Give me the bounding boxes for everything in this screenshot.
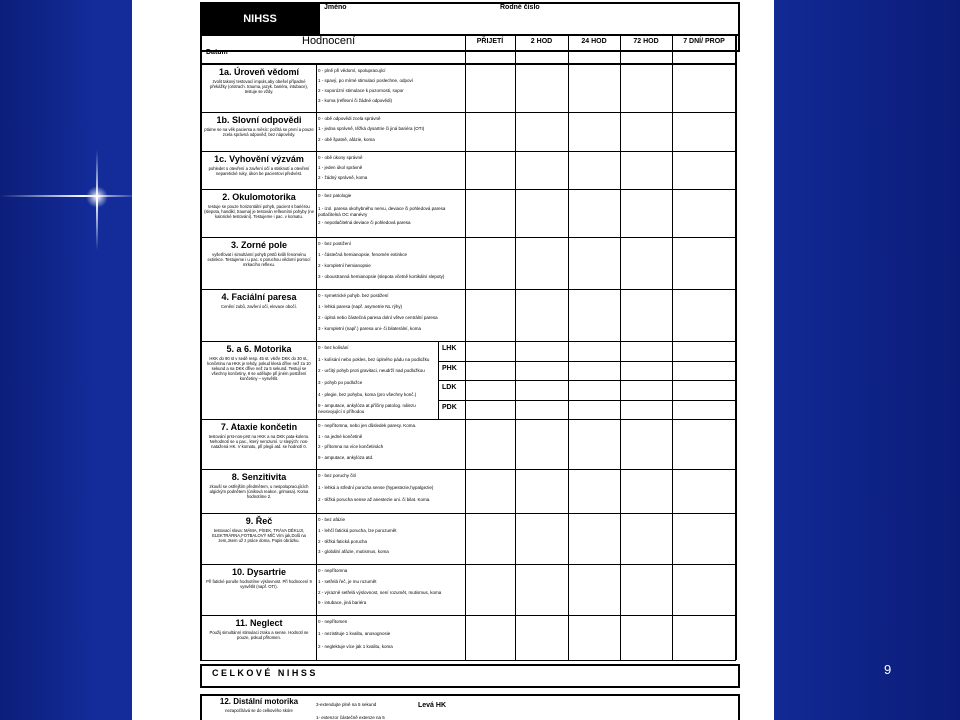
item-option: 3 - oboustranná hemianopsie (slepota včetně kortikální slepoty) (318, 274, 445, 279)
sparkle-decoration (0, 150, 140, 250)
item-description: ptáme se na věk pacienta a měsíc: počítá se první a pouze zcela správná odpověď, bez nápovědy. (204, 127, 314, 137)
item-title: 1c. Vyhovění výzvám (214, 154, 304, 164)
item-option: 0 - nepřítomen (318, 619, 348, 624)
item-option: 9 - intubace, jiná bariéra (318, 600, 367, 606)
grid-line (200, 513, 736, 514)
item-description: testování prst-nos-prst na HKK a na DKK pata-koleno. Nehodnotí se u pac., který nerozumí. U slepých: nos-natažená HK. V komatu, při plegii atd. se hodnotí 0. (208, 434, 310, 449)
item-option: 2 - přítomna na více končetinách (318, 444, 384, 449)
grid-line (568, 34, 569, 660)
item-option: 1 - kolísání nebo pokles, bez úplného pádu na podložku (318, 356, 430, 362)
item-option: 0 - plně při vědomí, spolupracující (318, 68, 386, 73)
grid-line (200, 564, 736, 565)
item-option: 2 - kompletní hemianopsie (318, 263, 371, 268)
item-option: 1 - částečná hemianopsie, fenomén extinkce (318, 252, 408, 257)
item-option: 2 - nepotlačitelná deviace či pohledová paresa (318, 219, 411, 225)
item-option: 0 - nepřítomna, nebo jen důsledek paresy. Koma. (318, 423, 417, 428)
evaluation-label: Hodnocení (302, 35, 356, 47)
item-option: 0 - bez poruchy čití (318, 473, 357, 478)
grid-line (438, 380, 736, 381)
item12-option: 3-extendujte plně na 5 sekund (316, 702, 377, 707)
item-option: 0 - bez postižení (318, 241, 352, 246)
item-option: 1 - spavý, po mírné stimulaci poslechne, odpoví (318, 78, 414, 83)
item-option: 1 - lehčí fatická porucha, lze porozumět (318, 527, 397, 533)
grid-line (200, 237, 736, 238)
nihss-label: NIHSS (200, 2, 320, 36)
item-option: 2 - obě špatně, afázie, koma (318, 136, 375, 142)
item-description: pohledet o otevření a zavření očí a stisknutí a otevření neparetické ruky, úkon be pacientovi předvést. (208, 166, 310, 176)
grid-line (200, 64, 736, 65)
column-header: 7 DNÍ/ PROP (683, 38, 725, 45)
item-title: 1b. Slovní odpovědi (216, 115, 302, 125)
grid-line (200, 189, 736, 190)
item-title: 8. Senzitivita (231, 472, 287, 482)
item-option: 2 - výrazně setřelá výslovnost, není rozumět, mutismus, koma (318, 589, 442, 595)
item-description: Při fatické poruše hodnotíme výslovnost. Při hodnocení 9 vysvětlit (např. OTI). (206, 579, 312, 589)
item-option: 3 - koma (reflexní či žádné odpovědi) (318, 98, 393, 103)
item-option: 1 - izol. paresa okohybného nervu, deviace či pohledová paresa potlačitelná OC manévry (318, 206, 446, 217)
item-option: 0 - bez patologie (318, 193, 352, 198)
grid-line (200, 112, 736, 113)
grid-line (438, 361, 736, 362)
item12-title: 12. Distální motorika (219, 697, 299, 706)
date-label: Datum (206, 49, 228, 56)
grid-line (200, 660, 736, 661)
item-option: 9 - amputace, ankylóza at.příčiny patolog. nálezu neosvojující s příhodou (318, 403, 416, 414)
item-title: 11. Neglect (235, 618, 283, 628)
item-title: 3. Zorné pole (230, 240, 287, 250)
grid-line (515, 34, 516, 660)
item-description: vyšetřovat i simultánní pohyb prstů kvůli fenoménu extinkce. Testujeme i u pac. s poruchou vědomí pomocí mrkacího reflexu. (207, 252, 311, 267)
item-option: 1 - setřelá řeč, je mu rozumět (318, 578, 377, 584)
item-title: 2. Okulomotorika (222, 192, 296, 202)
item-option: 4 - plegie, bez pohybu, koma (pro všechny konč.) (318, 391, 417, 397)
item12-desc: nezapočítává se do celkového skóre (225, 708, 293, 713)
grid-line (438, 341, 439, 419)
document-page (132, 0, 774, 720)
grid-line (735, 34, 737, 660)
grid-line (316, 64, 317, 660)
item-title: 7. Ataxie končetin (220, 422, 298, 432)
id-label: Rodné číslo (500, 4, 540, 11)
item-option: 0 - obě úkony správně (318, 155, 363, 160)
grid-line (200, 151, 736, 152)
item-option: 0 - symetrické pohyb. bez postižení (318, 293, 389, 298)
item-description: zkouší se ostřejším předmětem, u nespolupracujících algickým podnětem (úniková reakce, grimasa). Koma hodnotíme 2. (209, 484, 309, 499)
page-number: 9 (884, 662, 892, 677)
item-description: zvolit takový testovací impuls,aby obešel případné překážky (orotrach. trauma, jazyk. bariéra, intubace), testuje se vždy. (210, 79, 308, 94)
item-option: 9 - amputace, ankylóza atd. (318, 454, 374, 460)
column-header: PŘIJETÍ (476, 38, 504, 45)
item-option: 2 - těžká fatická porucha (318, 538, 368, 544)
column-header: 72 HOD (633, 38, 659, 45)
column-header: 2 HOD (530, 38, 553, 45)
item12-side: Levá HK (418, 702, 447, 709)
item-option: 2 - neglektuje více jak 1 kvalitu, koma (318, 643, 393, 649)
name-label: Jméno (324, 4, 347, 11)
item12-option: 1- extenzor částečně extenze na 5 (316, 715, 385, 720)
grid-line (438, 400, 736, 401)
item-title: 1a. Úroveň vědomí (218, 67, 300, 77)
item-title: 5. a 6. Motorika (226, 344, 292, 354)
item-title: 4. Faciální paresa (221, 292, 297, 302)
item-option: 1 - lehká paresa (např. asymetrie NL rýhy) (318, 304, 403, 309)
item-option: 1 - na jedné končetině (318, 433, 363, 439)
grid-line (200, 289, 736, 290)
item-option: 1 - lehká a střední porucha sense (hypestezie,hypalgezie) (318, 485, 434, 490)
grid-line (672, 34, 673, 660)
item-option: 1 - nezistituje 1 kvalitu, anosognosie (318, 631, 391, 637)
item-option: 2 - úplná nebo částečná paresa dolní větve centrální paresa (318, 315, 438, 320)
limb-label: PDK (442, 403, 457, 411)
item-description: testovací slova: MÁMA, PÍSEK, TRÁVA DĚKUJI, ELEKTRÁRNA,FOTBALOVÝ MÍČ Vím jak,Dolů na zem,Jsem už z práce doma. Popis obrázku. (212, 528, 306, 543)
grid-line (200, 48, 202, 660)
item-option: 1 - jedna správně, těžká dysartrie či jiná bariéra (OTI) (318, 126, 425, 132)
item-description: Cenění zubů, zavření očí, elevace obočí. (221, 304, 297, 309)
item-option: 0 - bez afázie (318, 517, 346, 522)
grid-line (200, 341, 736, 342)
grid-line (200, 419, 736, 420)
item-option: 0 - nepřítomna (318, 568, 348, 573)
grid-line (200, 615, 736, 616)
item-option: 1 - jeden úkol správně (318, 165, 363, 170)
item-option: 3 - globální afázie, mutismus, koma (318, 549, 389, 555)
item-title: 9. Řeč (245, 516, 273, 526)
item-title: 10. Dysartrie (231, 567, 287, 577)
limb-label: LHK (442, 345, 457, 352)
grid-line (620, 34, 621, 660)
item-option: 3 - kompletní (např.) paresa uni- či bilaterální, koma (318, 326, 422, 331)
total-label: C E L K O V É N I H S S (212, 668, 316, 678)
item-option: 0 - bez kolísání (318, 345, 349, 350)
item-option: 2 - těžká porucha sense až anestezie uni. či bilat. Koma. (318, 497, 431, 502)
column-header: 24 HOD (581, 38, 607, 45)
item-option: 2 - určitý pohyb proti gravitaci, neudrží nad podložkou (318, 368, 425, 374)
limb-label: LDK (442, 384, 457, 391)
limb-label: PHK (442, 364, 457, 372)
grid-line (200, 469, 736, 470)
item-description: Použij simultánní stimulaci zraku a sense. Hodnotí se pouze, pokud přítomen. (209, 630, 309, 640)
item-option: 2 - soporózní stimulace k pozornosti, sopor (318, 88, 404, 93)
item-option: 2 - žádný správně, koma (318, 175, 368, 180)
item-option: 3 - pohyb po podložce (318, 380, 363, 385)
item-option: 0 - obě odpovědi zcela správně (318, 116, 381, 121)
item-description: testuje se pouze horizontální pohyb, pacient s bariérou (slepota, handikl, trauma) je testován reflexními pohyby (ne kalorické testování). Testujeme i pac. v komatu. (204, 204, 314, 219)
item-description: HKK do 90 st v sedě resp. 45 st. vleže DKK do 30 st., končetinu na HKK je tehdy, pokud klesá dříve než za 10 sekund a na DKK dříve než za 5 sekund. Testují se všechny končetiny, 9 se udělujte při jiném postižení končetiny – vysvětlit. (207, 356, 311, 381)
